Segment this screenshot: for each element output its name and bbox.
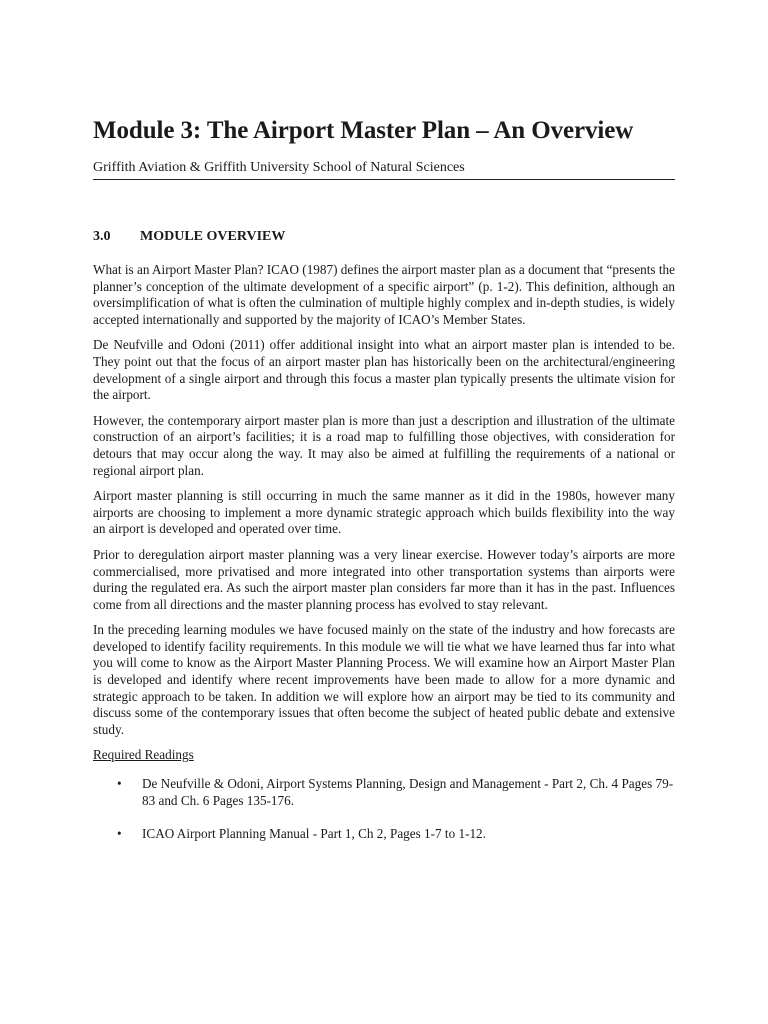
page-subtitle: Griffith Aviation & Griffith University School of Natural Sciences	[93, 160, 675, 180]
reading-text: De Neufville & Odoni, Airport Systems Planning, Design and Management - Part 2, Ch. 4 Pages 79-83 and Ch. 6 Pages 135-176.	[142, 776, 674, 808]
paragraph: Airport master planning is still occurring in much the same manner as it did in the 1980s, however many airports are choosing to implement a more dynamic strategic approach which builds flexibility into the way an airport is developed and operated over time.	[93, 488, 675, 537]
section-number: 3.0	[93, 229, 111, 244]
bullet-icon: •	[117, 826, 122, 842]
required-readings-heading: Required Readings	[93, 747, 194, 763]
paragraph: What is an Airport Master Plan? ICAO (1987) defines the airport master plan as a document that “presents the planner’s conception of the ultimate development of a specific airport” (p. 1-2). This definition, although an oversimplification of what is often the culmination of multiple highly complex and in-depth studies, is widely accepted internationally and supported by the majority of ICAO’s Member States.	[93, 262, 675, 327]
paragraph: De Neufville and Odoni (2011) offer additional insight into what an airport master plan is intended to be. They point out that the focus of an airport master plan has historically been on the architectural/engineering development of a single airport and through this focus a master plan typically presents the ultimate vision for the airport.	[93, 337, 675, 403]
body-text	[93, 262, 675, 860]
bullet-icon: •	[117, 776, 122, 792]
paragraph: However, the contemporary airport master plan is more than just a description and illustration of the ultimate construction of an airport’s facilities; it is a road map to fulfilling those objectives, with consideration for detours that may occur along the way. It may also be aimed at fulfilling the requirements of a national or regional airport plan.	[93, 412, 675, 478]
reading-item	[93, 776, 675, 809]
page-title: Module 3: The Airport Master Plan – An Overview	[93, 117, 634, 144]
section-title: MODULE OVERVIEW	[140, 229, 286, 244]
reading-text: ICAO Airport Planning Manual - Part 1, Ch 2, Pages 1-7 to 1-12.	[142, 826, 486, 842]
section-heading	[93, 229, 285, 245]
paragraph: Prior to deregulation airport master planning was a very linear exercise. However today’s airports are more commercialised, more privatised and more integrated into other transportation systems than airports were during the regulated era. As such the airport master plan considers far more than it has in the past. Influences come from all directions and the master planning process has evolved to stay relevant.	[93, 546, 675, 612]
paragraph: In the preceding learning modules we have focused mainly on the state of the industry and how forecasts are developed to identify facility requirements. In this module we will tie what we have learned thus far into what you will come to know as the Airport Master Planning Process. We will examine how an Airport Master Plan is developed and identify where recent improvements have been made to allow for a more dynamic and strategic approach to be taken. In addition we will explore how an airport may be tied to its community and discuss some of the contemporary issues that often become the subject of heated public debate and extensive study.	[93, 622, 675, 737]
required-readings-list	[93, 776, 675, 843]
reading-item	[93, 826, 675, 843]
